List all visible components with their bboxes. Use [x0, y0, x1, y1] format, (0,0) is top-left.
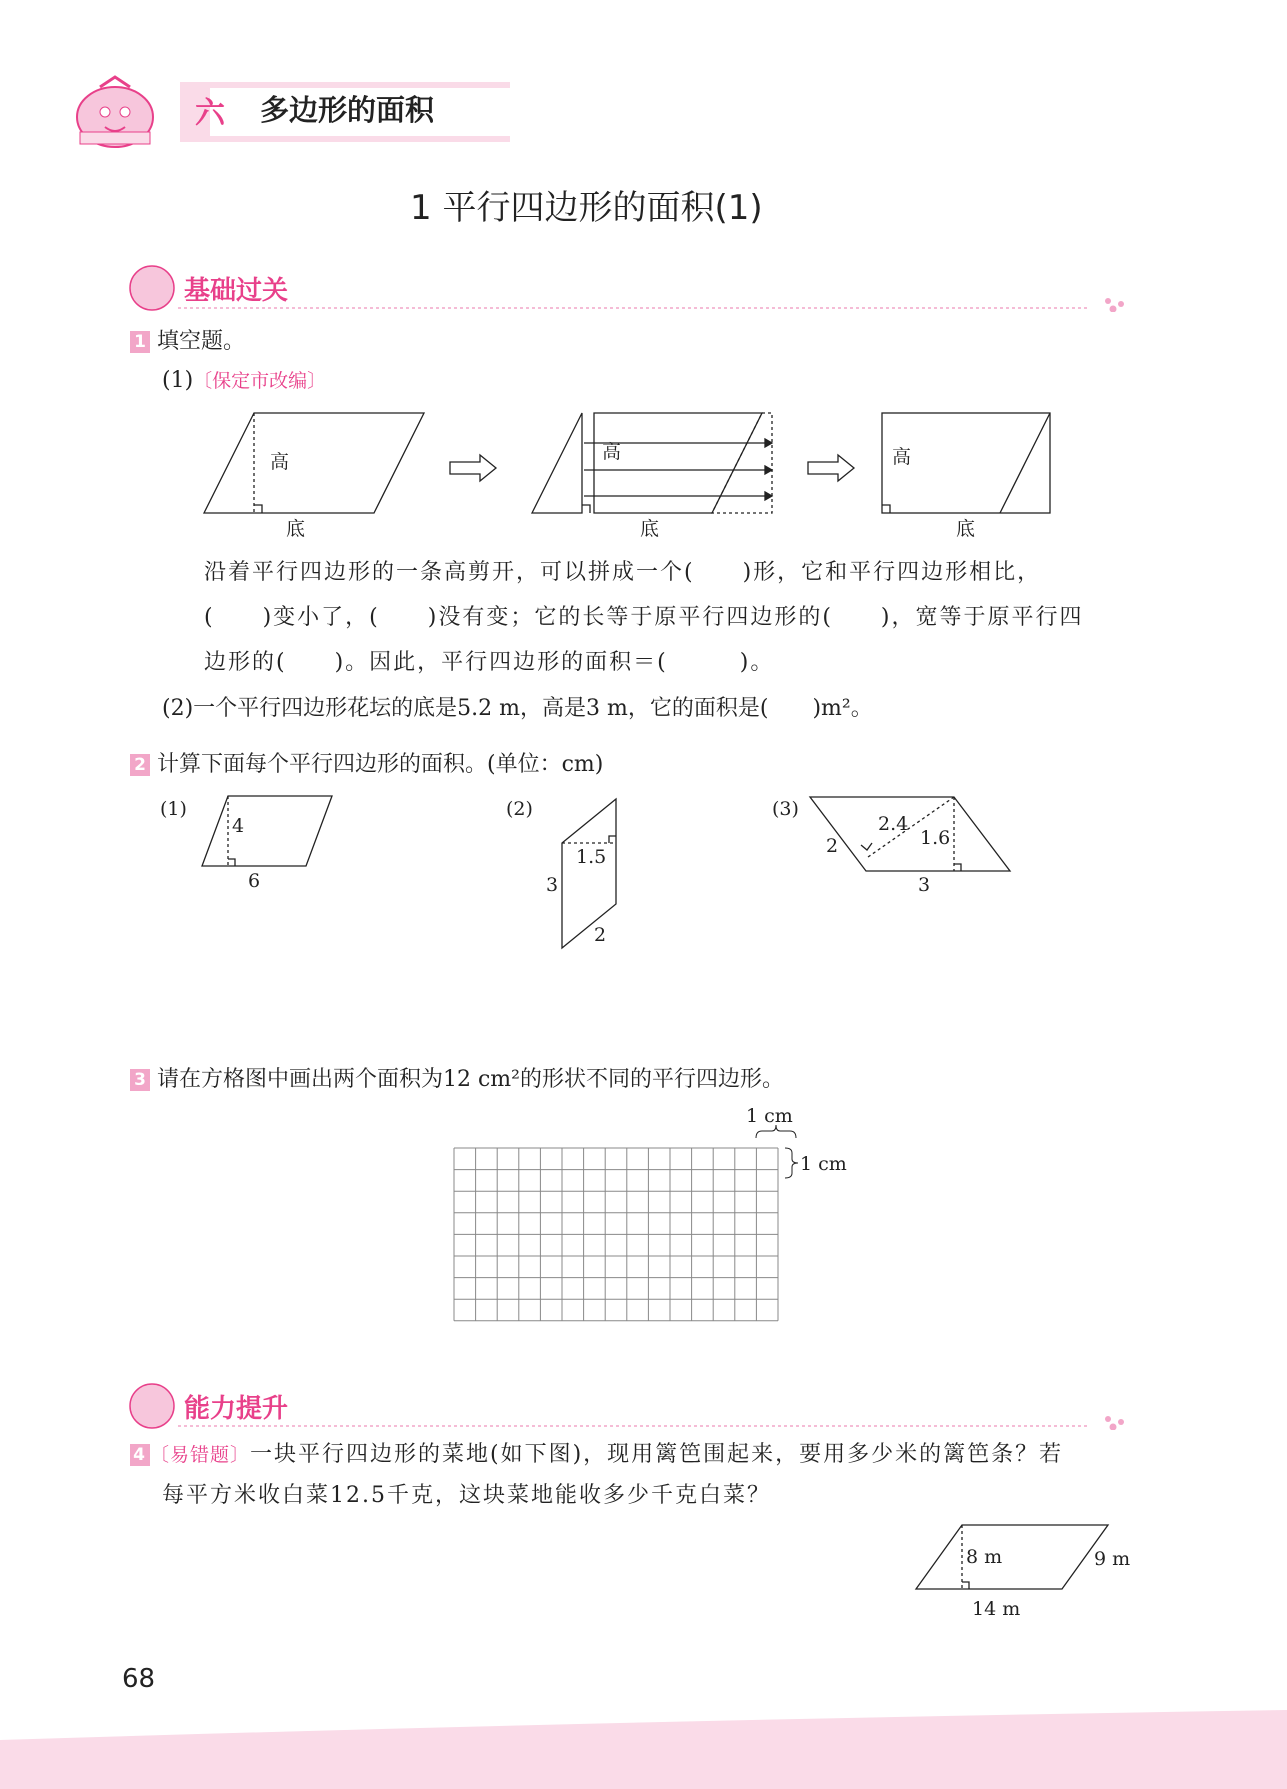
dim-base: 14 m	[972, 1598, 1021, 1620]
question-number: 4	[130, 1444, 150, 1466]
dim-base: 3	[918, 874, 931, 896]
parallelogram-shape	[204, 413, 424, 513]
question-1	[130, 325, 245, 359]
section-title: 基础过关	[184, 276, 289, 306]
question-2	[130, 748, 603, 782]
label-base: 底	[956, 518, 976, 540]
arrow-right-icon	[450, 455, 496, 481]
dim-a: 2.4	[878, 813, 909, 835]
tag-error-prone: 〔易错题〕	[150, 1444, 251, 1466]
dim-side: 9 m	[1094, 1548, 1131, 1570]
fig-label: (3)	[772, 798, 799, 820]
chapter-header	[60, 72, 510, 152]
arrow-right-icon	[808, 455, 854, 481]
cut-paste-diagram	[180, 400, 1080, 550]
section-header-ability	[128, 1380, 1128, 1430]
q2-figures	[150, 785, 1030, 955]
dim-side: 3	[546, 874, 559, 896]
lesson-title: 1 平行四边形的面积(1)	[410, 188, 763, 228]
dim-side: 2	[826, 835, 839, 857]
question-prompt: 填空题。	[157, 329, 246, 354]
q1-sub2: (2)一个平行四边形花坛的底是5.2 m，高是3 m，它的面积是( )m²。	[162, 696, 873, 721]
chapter-number: 六	[195, 96, 225, 131]
dim-base: 2	[594, 924, 607, 946]
q1-line1: 沿着平行四边形的一条高剪开，可以拼成一个( )形，它和平行四边形相比，	[204, 560, 1042, 585]
question-prompt: 请在方格图中画出两个面积为12 cm²的形状不同的平行四边形。	[157, 1067, 784, 1092]
dim-height: 1.5	[576, 846, 607, 868]
question-number: 3	[130, 1069, 150, 1091]
q4-line1: 一块平行四边形的菜地(如下图)，现用篱笆围起来，要用多少米的篱笆条？若	[250, 1442, 1064, 1467]
fig-label: (2)	[506, 798, 533, 820]
label-height: 高	[602, 441, 622, 463]
section-title: 能力提升	[184, 1394, 289, 1424]
unit-label-top: 1 cm	[746, 1105, 793, 1127]
q4-line2: 每平方米收白菜12.5千克，这块菜地能收多少千克白菜？	[162, 1483, 771, 1508]
question-4	[130, 1435, 1063, 1475]
unit-label-side: 1 cm	[800, 1153, 847, 1175]
q1-line2: ( )变小了，( )没有变；它的长等于原平行四边形的( )，宽等于原平行四	[204, 605, 1084, 630]
dim-base: 6	[248, 870, 261, 892]
fig-label: (1)	[160, 798, 187, 820]
label-base: 底	[286, 518, 306, 540]
label-height: 高	[270, 451, 290, 473]
q1-line3: 边形的( )。因此，平行四边形的面积＝( )。	[204, 650, 775, 675]
dim-b: 1.6	[920, 827, 951, 849]
question-3	[130, 1063, 784, 1097]
globe-icon	[130, 266, 174, 310]
page-number: 68	[122, 1664, 156, 1694]
question-prompt: 计算下面每个平行四边形的面积。(单位：cm)	[157, 752, 604, 777]
mascot-face-icon	[130, 1384, 174, 1428]
q1-sub1-label	[162, 364, 326, 398]
question-number: 1	[130, 331, 150, 353]
label-height: 高	[892, 446, 912, 468]
sub-label: (1)	[162, 368, 194, 393]
section-header-basic	[128, 262, 1128, 312]
footer-band	[0, 1700, 1287, 1789]
source-tag: 〔保定市改编〕	[193, 370, 327, 392]
dim-height: 4	[232, 815, 245, 837]
label-base: 底	[640, 518, 660, 540]
mascot-icon	[60, 72, 170, 152]
chapter-title: 多边形的面积	[260, 93, 435, 127]
q4-figure	[900, 1515, 1140, 1625]
question-number: 2	[130, 754, 150, 776]
grid-paper[interactable]	[450, 1105, 870, 1325]
dim-height: 8 m	[966, 1546, 1003, 1568]
